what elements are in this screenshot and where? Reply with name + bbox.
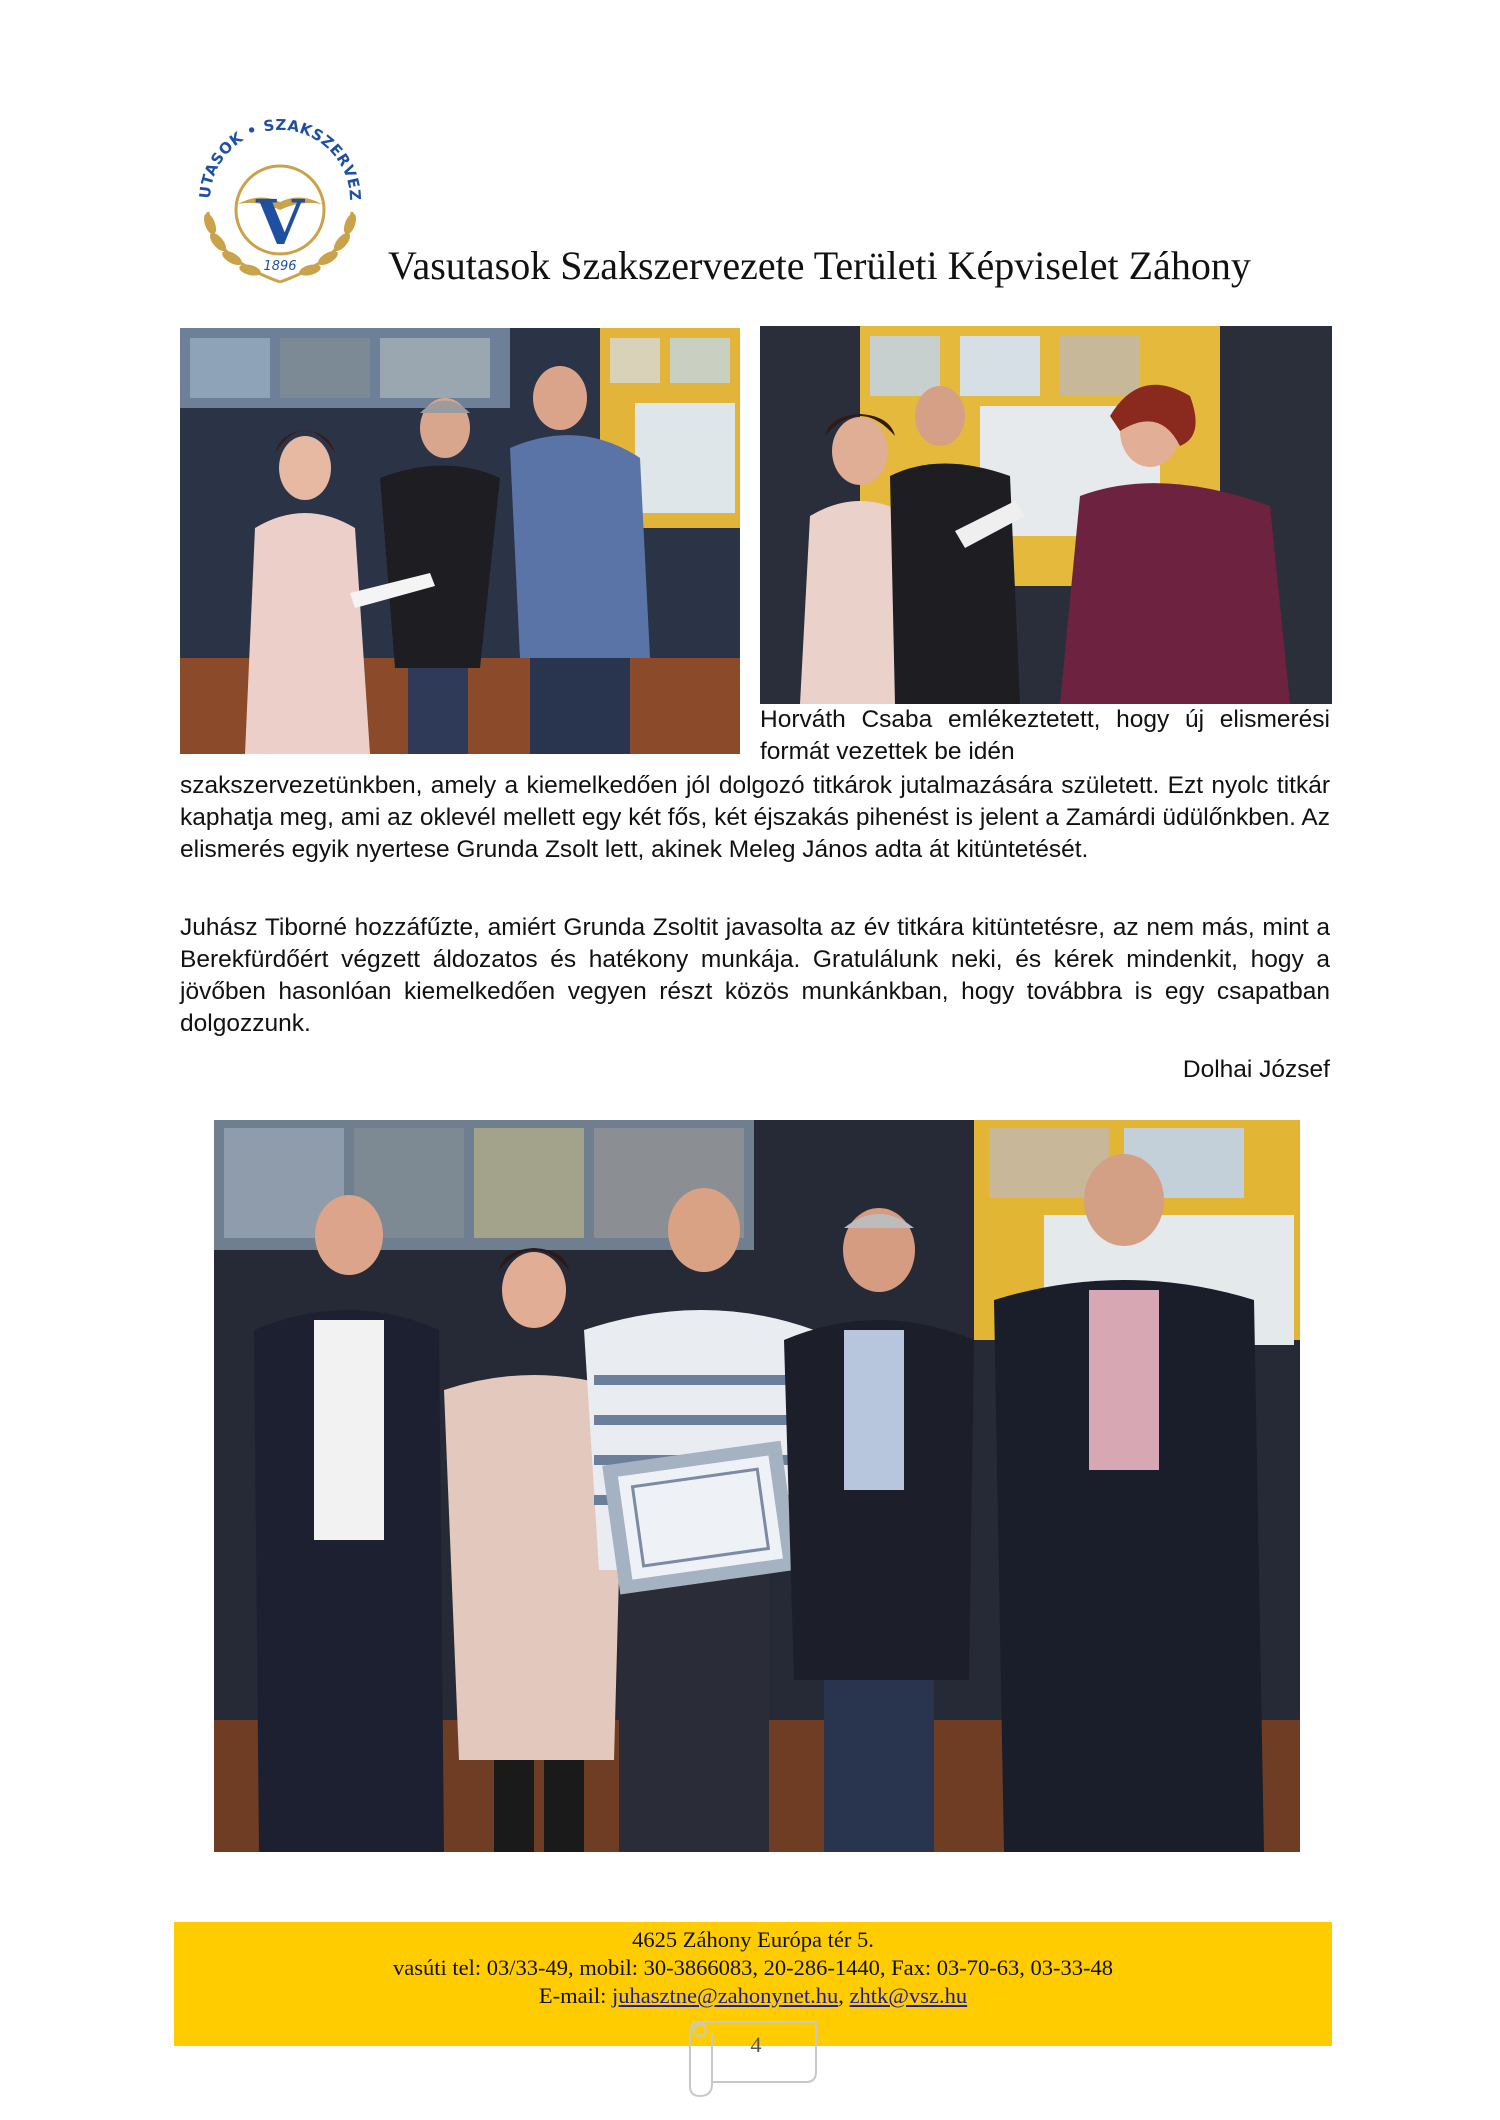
- photo-handshake-1: [180, 328, 740, 754]
- footer-phones: vasúti tel: 03/33-49, mobil: 30-3866083, 20-286-1440, Fax: 03-70-63, 03-33-48: [393, 1955, 1113, 1980]
- logo-year: 1896: [263, 259, 297, 274]
- photo-group: [214, 1120, 1300, 1852]
- logo-letter: V: [255, 186, 305, 259]
- union-logo: [180, 92, 380, 292]
- footer-email-separator: ,: [838, 1983, 844, 2008]
- union-logo-graphic: [180, 92, 380, 292]
- footer-email-label: E-mail:: [538, 1983, 607, 2008]
- header-title: Vasutasok Szakszervezete Területi Képviselet Záhony: [388, 243, 1251, 288]
- footer-email-line: [174, 1982, 1332, 2010]
- article-paragraph-2: [180, 912, 1330, 1040]
- article-lead: [760, 704, 1330, 768]
- footer-email-link-1[interactable]: juhasztne@zahonynet.hu: [612, 1983, 839, 2008]
- article-paragraph-2-text: Juhász Tiborné hozzáfűzte, amiért Grunda Zsoltit javasolta az év titkára kitüntetésre, az nem más, mint a Berekfürdőért végzett áldozatos és hatékony munkája. Gratulálunk neki, és kérek mindenkit, hogy a jövőben hasonlóan kiemelkedően vegyen részt közös munkánkban, hogy továbbra is egy csapatban dolgozzunk.: [180, 914, 1330, 1037]
- page-number: 4: [750, 2032, 762, 2057]
- article-paragraph-1-lead: Horváth Csaba emlékeztetett, hogy új elismerési formát vezettek be idén: [760, 706, 1330, 765]
- footer-email-link-2[interactable]: zhtk@vsz.hu: [849, 1983, 968, 2008]
- photo-handshake-2: [760, 326, 1332, 704]
- article-author: Dolhai József: [1182, 1056, 1330, 1083]
- page-number-scroll: [686, 2012, 826, 2098]
- article-paragraph-1: [180, 770, 1330, 866]
- logo-arc-text: UTASOK • SZAKSZERVEZ: [195, 115, 365, 202]
- article-paragraph-1-rest: szakszervezetünkben, amely a kiemelkedően jól dolgozó titkárok jutalmazására született. Ezt nyolc titkár kaphatja meg, ami az oklevél mellett egy két fős, két éjszakás pihenést is jelent a Zamárdi üdülőnkben. Az elismerés egyik nyertese Grunda Zsolt lett, akinek Meleg János adta át kitüntetését.: [180, 772, 1330, 863]
- footer-address: 4625 Záhony Európa tér 5.: [632, 1927, 874, 1952]
